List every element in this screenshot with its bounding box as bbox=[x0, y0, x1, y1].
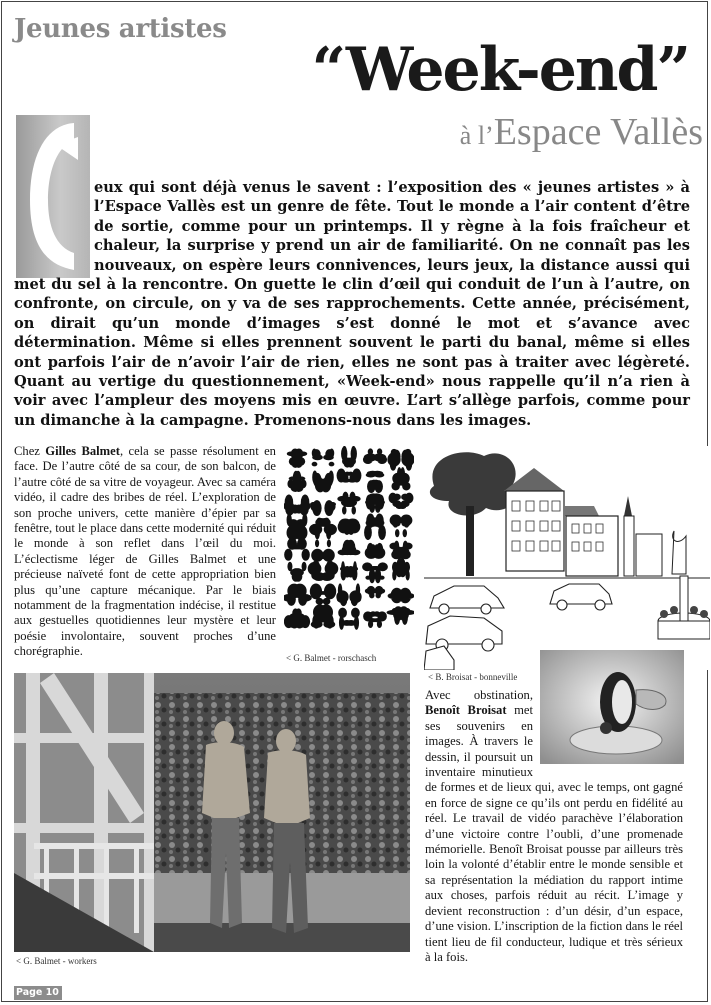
lead-paragraph bbox=[14, 178, 690, 430]
subhead-prefix: à l’ bbox=[459, 121, 494, 150]
section-title: Jeunes artistes bbox=[14, 14, 227, 44]
caption-bonneville: < B. Broisat - bonneville bbox=[428, 672, 518, 682]
rorschach-blot bbox=[366, 471, 385, 493]
balmet-name: Gilles Balmet bbox=[45, 444, 120, 458]
broisat-paragraph bbox=[425, 688, 683, 965]
bonneville-drawing bbox=[424, 446, 710, 670]
balmet-text: , cela se passe résolument en face. De l’autre côté de sa cour, de son balcon, de l’autre côté de sa vitre de voyageur. Avec sa caméra vidéo, il cadre des bribes de réel. L’exploration de son proche univers, cette manière d’épier par sa fenêtre, tout le place dans cette modernité qui réduit le monde à son reflet dans l’œil du moi. L’éclectisme léger de Gilles Balmet et une précieuse naïveté font de cette appropriation bien plus qu’une capture mécanique. Par le biais notamment de la fragmentation indécise, il restitue aux gestuelles quotidiennes leur mystère et leur poésie involontaire, souvent proches d’une chorégraphie. bbox=[14, 444, 276, 659]
rorschach-blot bbox=[338, 519, 361, 535]
broisat-name: Benoît Broisat bbox=[425, 703, 507, 718]
rorschach-image bbox=[284, 446, 414, 632]
subhead-place: Espace Vallès bbox=[493, 111, 703, 153]
page-number: Page 10 bbox=[14, 986, 62, 1000]
caption-workers: < G. Balmet - workers bbox=[16, 956, 97, 966]
caption-rorschach: < G. Balmet - rorschasch bbox=[286, 653, 377, 663]
balmet-paragraph bbox=[14, 444, 276, 660]
subhead bbox=[460, 110, 703, 154]
broisat-intro: Avec obstination, bbox=[425, 688, 533, 702]
balmet-intro: Chez bbox=[14, 444, 46, 458]
headline: “Week-end” bbox=[311, 35, 689, 105]
workers-photo bbox=[14, 673, 410, 952]
broisat-text: met ses souvenirs en images. À travers le dessin, il poursuit un inventaire minutieux de formes et de lieux qui, avec le temps, ont gagné en force de signe ce qu’ils ont perdu en fidélité au réel. Le travail de vidéo parachève l’élaboration d’une victoire contre l’oubli, d’une promenade mémorielle. Benoît Broisat pousse par ailleurs très loin la volonté d’établir entre le monde sensible et sa représentation la médiation du rapport intime aux choses, parfois réduit au récit. L’image y devient reconstruction : d’un désir, d’un espace, d’une vision. L’inscription de la fiction dans le réel tient lieu de fil conducteur, ludique et très sérieux à la fois. bbox=[425, 703, 683, 964]
lead-text: eux qui sont déjà venus le savent : l’exposition des « jeunes artistes » à l’Espace Vallès est un genre de fête. Tout le monde a l’air content d’être de sortie, comme pour un printemps. Il y règne à la fois fraîcheur et chaleur, la surprise y prend un air de familiarité. On ne connaît pas les nouveaux, on espère leurs connivences, leurs jeux, la distance aussi qui met du sel à la rencontre. On guette le clin d’œil qui conduit de l’un à l’autre, on confronte, on circule, on y va de ses rapprochements. Cette année, précisément, on dirait qu’un monde d’images s’est donné le mot et s’avance avec détermination. Même si elles prennent souvent le parti du banal, même si elles ont parfois l’air de n’avoir l’air de rien, elles ne sont pas à traiter avec légèreté. Quant au vertige du questionnement, «Week-end» nous rappelle qu’il n’a rien à voir avec l’ampleur des moyens mis en œuvre. L’art s’allège parfois, comme pour un dimanche à la campagne. Promenons-nous dans les images. bbox=[14, 179, 690, 429]
